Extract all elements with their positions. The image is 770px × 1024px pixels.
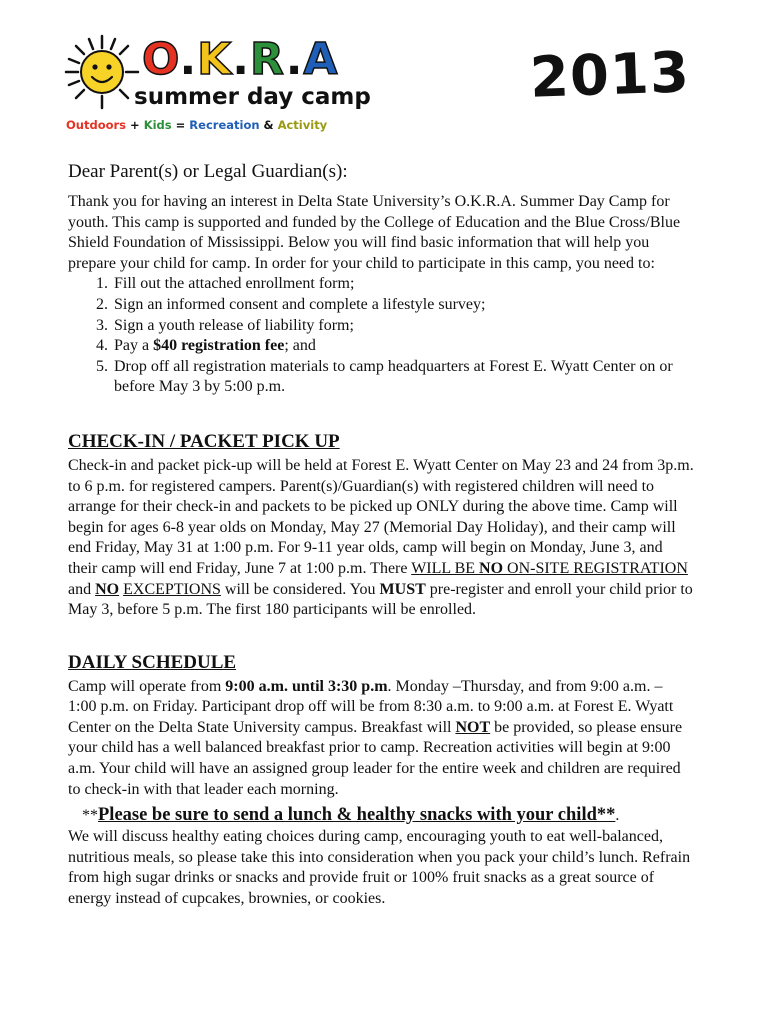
logo-title: O.K.R.A (142, 34, 339, 85)
year-heading: 2013 (528, 40, 691, 111)
list-item: 4. Pay a $40 registration fee; and (112, 336, 694, 357)
requirements-list (68, 274, 694, 398)
okra-logo (62, 32, 371, 140)
checkin-heading: CHECK-IN / PACKET PICK UP (68, 430, 340, 452)
letter-body (68, 160, 694, 910)
list-item: 5. Drop off all registration materials to camp headquarters at Forest E. Wyatt Center on or before May 3 by 5:00 p.m. (112, 357, 694, 398)
closing-paragraph: We will discuss healthy eating choices during camp, encouraging youth to eat well-balanced, nutritious meals, so please take this into consideration when you pack your child’s lunch. Refrain from high sugar drinks or snacks and provide fruit or 100% fruit snacks as a great source of energy instead of cupcakes, brownies, or cookies. (68, 828, 691, 908)
logo-subtitle: summer day camp (134, 84, 371, 110)
intro-paragraph: Thank you for having an interest in Delta State University’s O.K.R.A. Summer Day Camp for youth. This camp is supported and funded by the College of Education and the Blue Cross/Blue Shield Foundation of Mississippi. Below you will find basic information that will help you prepare your child for camp. In order for your child to participate in this camp, you need to: (68, 193, 681, 272)
checkin-paragraph: Check-in and packet pick-up will be held at Forest E. Wyatt Center on May 23 and 24 from 3p.m. to 6 p.m. for registered campers. Parent(s)/Guardian(s) with registered children will need to arrange for their check-in and packets to be picked up ONLY during the above time. Camp will begin for ages 6-8 year olds on Monday, May 27 (Memorial Day Holiday), and their camp will end Friday, May 31 at 1:00 p.m. For 9-11 year olds, camp will begin on Monday, June 3, and their camp will end Friday, June 7 at 1:00 p.m. There WILL BE NO ON-SITE REGISTRATION and NO EXCEPTIONS will be considered. You MUST pre-register and enroll your child prior to May 3, before 5 p.m. The first 180 participants will be enrolled. (68, 456, 694, 619)
list-item: 2. Sign an informed consent and complete a lifestyle survey; (112, 295, 694, 316)
sun-icon (62, 32, 142, 112)
schedule-paragraph: Camp will operate from 9:00 a.m. until 3:30 p.m. Monday –Thursday, and from 9:00 a.m. – 1:00 p.m. on Friday. Participant drop off will be from 8:30 a.m. to 9:00 a.m. at Forest E. Wyatt Center on the Delta State University campus. Breakfast will NOT be provided, so please ensure your child has a well balanced breakfast prior to camp. Recreation activities will begin at 9:00 a.m. Your child will have an assigned group leader for the entire week and children are required to check-in with that leader each morning. (68, 677, 683, 798)
logo-tagline: Outdoors + Kids = Recreation & Activity (66, 118, 328, 132)
salutation: Dear Parent(s) or Legal Guardian(s): (68, 161, 348, 182)
list-item: 3. Sign a youth release of liability form; (112, 316, 694, 337)
list-item: 1. Fill out the attached enrollment form; (112, 274, 694, 295)
lunch-notice: **Please be sure to send a lunch & healthy snacks with your child**. (82, 805, 620, 826)
schedule-heading: DAILY SCHEDULE (68, 651, 237, 673)
